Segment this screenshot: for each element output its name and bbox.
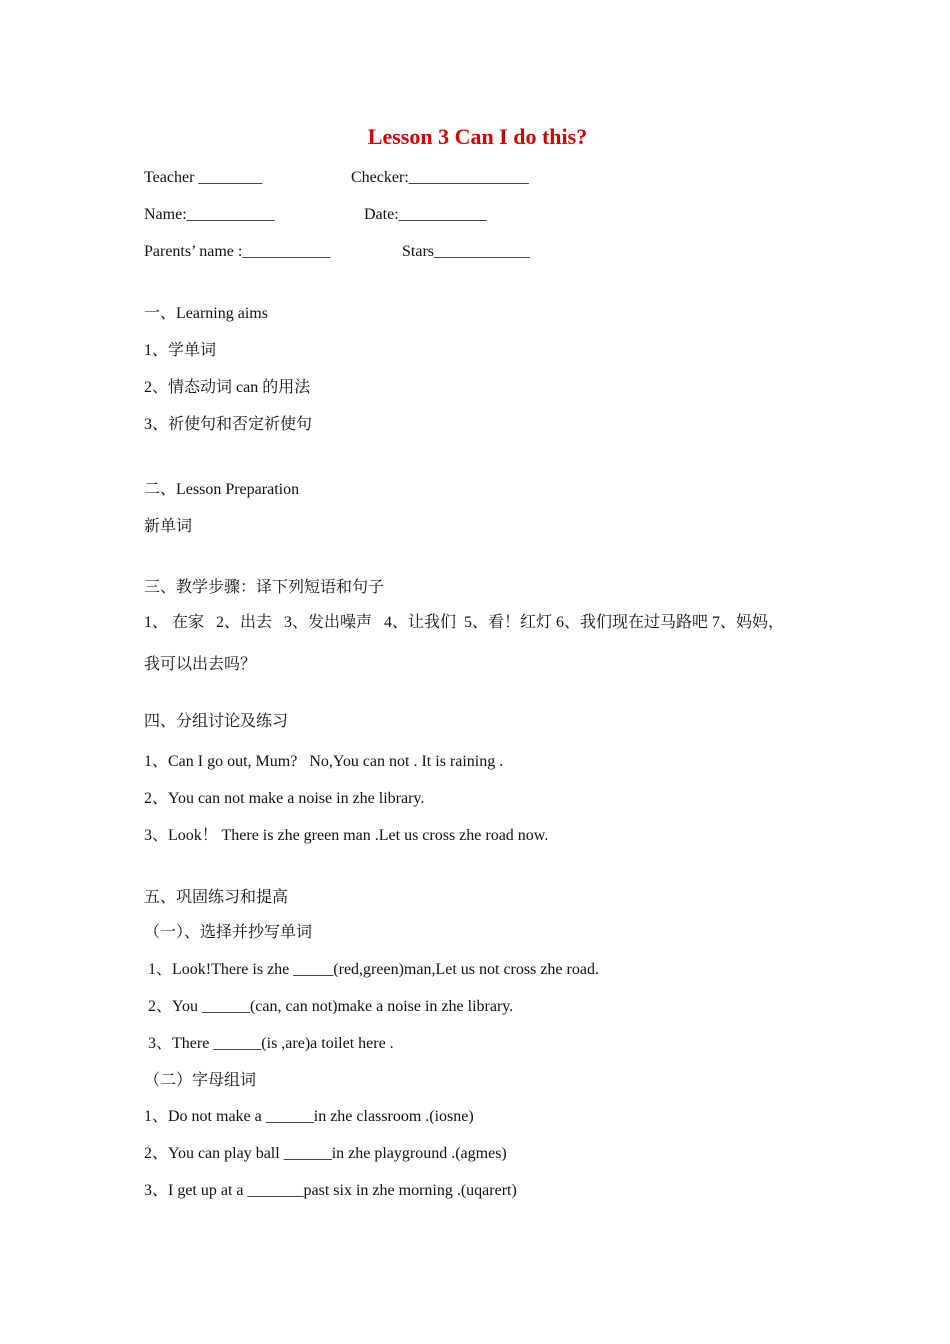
exercise-item: 1、Do not make a ______in zhe classroom .(iosne): [144, 1108, 474, 1125]
section-consolidation-heading: 五、巩固练习和提高: [144, 889, 289, 906]
preparation-item: 新单词: [144, 518, 193, 535]
practice-item: 2、You can not make a noise in zhe library.: [144, 790, 425, 807]
section-steps-heading: 三、教学步骤：译下列短语和句子: [144, 579, 385, 596]
aim-item: 1、学单词: [144, 342, 217, 359]
name-field: Name:___________: [144, 206, 275, 223]
subsection-choose-heading: （一）、选择并抄写单词: [144, 924, 313, 941]
lesson-title: Lesson 3 Can I do this?: [367, 124, 588, 149]
exercise-item: 2、You ______(can, can not)make a noise in zhe library.: [148, 998, 514, 1015]
exercise-item: 3、I get up at a _______past six in zhe morning .(uqarert): [144, 1182, 517, 1199]
section-preparation-heading: 二、Lesson Preparation: [144, 481, 300, 498]
teacher-field: Teacher ________: [144, 169, 263, 186]
steps-line: 1、 在家 2、出去 3、发出噪声 4、让我们 5、看！红灯 6、我们现在过马路吧 7、妈妈，: [144, 614, 785, 631]
parents-name-field: Parents’ name :___________: [144, 243, 331, 260]
exercise-item: 3、There ______(is ,are)a toilet here .: [148, 1035, 394, 1052]
practice-item: 3、Look！ There is zhe green man .Let us cross zhe road now.: [144, 827, 549, 844]
checker-field: Checker:_______________: [351, 169, 529, 186]
aim-item: 2、情态动词 can 的用法: [144, 379, 311, 396]
subsection-letters-heading: （二）字母组词: [144, 1072, 257, 1089]
practice-item: 1、Can I go out, Mum? No,You can not . It is raining .: [144, 753, 504, 770]
stars-field: Stars____________: [402, 243, 530, 260]
section-learning-aims-heading: 一、Learning aims: [144, 305, 268, 322]
exercise-item: 2、You can play ball ______in zhe playground .(agmes): [144, 1145, 507, 1162]
date-field: Date:___________: [364, 206, 487, 223]
exercise-item: 1、Look!There is zhe _____(red,green)man,Let us not cross zhe road.: [148, 961, 599, 978]
steps-line: 我可以出去吗？: [144, 656, 257, 673]
aim-item: 3、祈使句和否定祈使句: [144, 416, 313, 433]
section-group-practice-heading: 四、分组讨论及练习: [144, 713, 289, 730]
